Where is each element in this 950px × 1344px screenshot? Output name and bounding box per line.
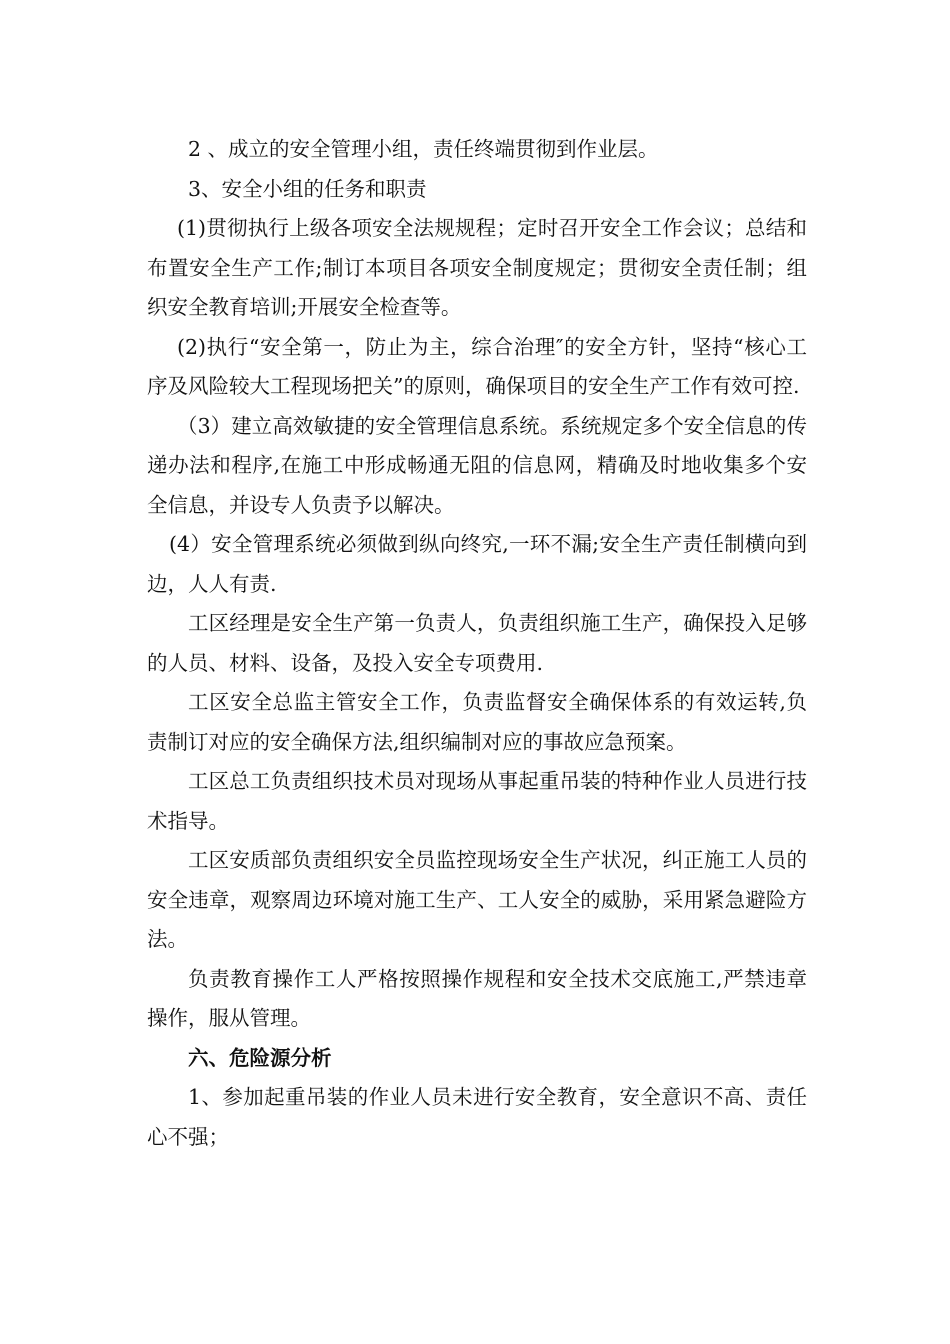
paragraph-chief-engineer-duty: 工区总工负责组织技术员对现场从事起重吊装的特种作业人员进行技术指导。 (147, 769, 807, 833)
paragraph-manager-duty: 工区经理是安全生产第一负责人，负责组织施工生产，确保投入足够的人员、材料、设备，及投入安全专项费用. (147, 611, 807, 675)
paragraph-safety-director-duty: 工区安全总监主管安全工作，负责监督安全确保体系的有效运转,负责制订对应的安全确保方法,组织编制对应的事故应急预案。 (147, 690, 807, 754)
paragraph-item-1: (1)贯彻执行上级各项安全法规规程；定时召开安全工作会议；总结和布置安全生产工作;制订本项目各项安全制度规定；贯彻安全责任制；组织安全教育培训;开展安全检查等。 (147, 216, 807, 319)
paragraph-hazard-1: 1、参加起重吊装的作业人员未进行安全教育，安全意识不高、责任心不强； (147, 1085, 807, 1149)
section-heading-hazard-analysis: 六、危险源分析 (188, 1045, 332, 1070)
paragraph-3-tasks-heading: 3、安全小组的任务和职责 (188, 176, 427, 201)
paragraph-education-duty: 负责教育操作工人严格按照操作规程和安全技术交底施工,严禁违章操作，服从管理。 (147, 966, 807, 1030)
paragraph-item-3: （3）建立高效敏捷的安全管理信息系统。系统规定多个安全信息的传递办法和程序,在施工中形成畅通无阻的信息网，精确及时地收集多个安全信息，并设专人负责予以解决。 (147, 413, 807, 517)
paragraph-2-safety-group: 2 、成立的安全管理小组，责任终端贯彻到作业层。 (188, 137, 659, 161)
document-body (147, 130, 807, 1157)
paragraph-item-4: (4）安全管理系统必须做到纵向终究,一环不漏;安全生产责任制横向到边，人人有责. (147, 532, 807, 596)
paragraph-item-2: (2)执行“安全第一，防止为主，综合治理″的安全方针，坚持“核心工序及风险较大工程现场把关”的原则，确保项目的安全生产工作有效可控. (147, 334, 807, 398)
paragraph-quality-dept-duty: 工区安质部负责组织安全员监控现场安全生产状况，纠正施工人员的安全违章，观察周边环境对施工生产、工人安全的威胁，采用紧急避险方法。 (147, 848, 807, 951)
